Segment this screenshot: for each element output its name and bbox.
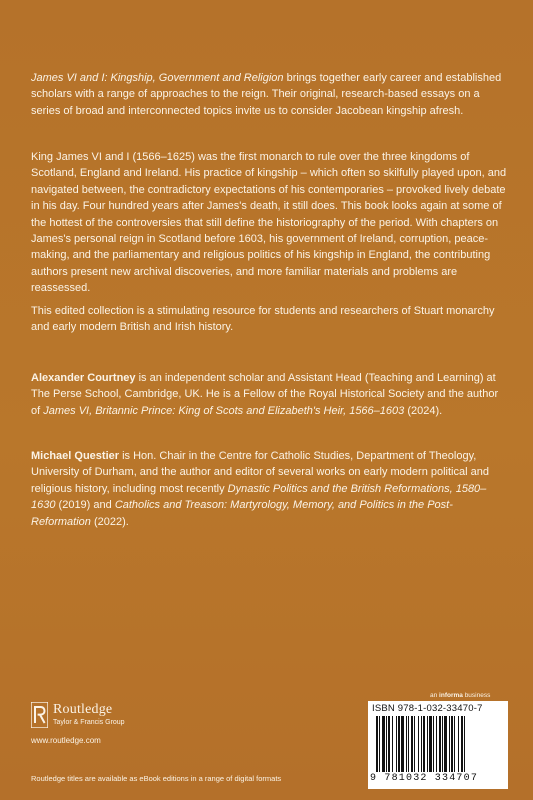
barcode-bar xyxy=(464,716,465,772)
barcode-bar xyxy=(401,716,404,772)
barcode-bar xyxy=(376,716,378,772)
bio-text: is an independent scholar and Assistant Head (Teaching and Learning) at The Perse School, Cambridge, UK. He is a Fellow of the Royal Historical Society and the author of xyxy=(31,372,499,417)
barcode-bar xyxy=(392,716,393,772)
barcode-bar xyxy=(433,716,434,772)
bio-text: (2019) and xyxy=(55,499,115,512)
informa-tagline xyxy=(430,692,490,700)
barcode-bar xyxy=(408,716,409,772)
barcode-bar xyxy=(449,716,450,772)
barcode-bar xyxy=(398,716,400,772)
bio-text: (2024). xyxy=(404,404,443,417)
intro-paragraph xyxy=(31,70,509,119)
barcode-bar xyxy=(444,716,447,772)
barcode-bar xyxy=(423,716,425,772)
barcode-bar xyxy=(414,716,415,772)
description-paragraph: King James VI and I (1566–1625) was the first monarch to rule over the three kingdoms of Scotland, England and Ireland. His practice of kingship – which often so skilfully played upon, and navigated between, the contradictory expectations of his contemporaries – provoked lively debate in his day. Four hundred years after James's death, it still does. This book looks again at some of the hottest of the controversies that still define the historiography of the period. With chapters on James's personal reign in Scotland before 1603, his government of Ireland, corruption, peace-making, and the parliamentary and religious politics of his kingship in England, the contributing authors present new archival discoveries, and more familiar materials and problems are reassessed. xyxy=(31,151,507,295)
barcode-bar xyxy=(379,716,380,772)
barcode-bar xyxy=(382,716,385,772)
routledge-logo xyxy=(31,702,151,730)
informa-brand: informa xyxy=(439,692,463,699)
barcode-bar xyxy=(386,716,387,772)
bio-text: is Hon. Chair in the Centre for Catholic Studies, Department of Theology, University of Durham, and the author and editor of several works on early modern political and religious history, including most recently xyxy=(31,450,489,495)
barcode-bar xyxy=(427,716,428,772)
audience-paragraph: This edited collection is a stimulating resource for students and researchers of Stuart monarchy and early modern British and Irish history. xyxy=(31,305,495,334)
book-title: James VI and I: Kingship, Government and Religion xyxy=(31,72,284,84)
barcode-digits: 9 781032 334707 xyxy=(370,773,479,784)
publisher-url[interactable]: www.routledge.com xyxy=(31,736,101,745)
barcode-bar xyxy=(439,716,441,772)
publisher-name: Routledge xyxy=(53,702,113,717)
bio-book-title: Catholics and Treason: Martyrology, Memory, and Politics in the Post-Reformation xyxy=(31,499,453,528)
barcode-bar xyxy=(461,716,463,772)
isbn-barcode xyxy=(368,701,508,789)
barcode-bar xyxy=(396,716,397,772)
bio-book-title: Dynastic Politics and the British Reformations, 1580–1630 xyxy=(31,482,487,512)
routledge-r-icon xyxy=(31,702,48,728)
barcode-bar xyxy=(442,716,443,772)
barcode-bar xyxy=(388,716,390,772)
barcode-bar xyxy=(429,716,432,772)
barcode-bar xyxy=(454,716,455,772)
informa-prefix: an xyxy=(430,692,440,699)
bio-book-title: James VI, Britannic Prince: King of Scots and Elizabeth's Heir, 1566–1603 xyxy=(43,404,405,417)
barcode-bar xyxy=(411,716,413,772)
barcode-bar xyxy=(421,716,422,772)
barcode-bar xyxy=(406,716,407,772)
barcode-bar xyxy=(458,716,459,772)
intro-text: brings together early career and established scholars with a range of approaches to the reign. Their original, research-based essays on a series of broad and interconnected topics invite us to consider Jacobean kingship afresh. xyxy=(31,72,502,117)
author-bio-questier xyxy=(31,448,509,530)
ebook-note: Routledge titles are available as eBook editions in a range of digital formats xyxy=(31,774,282,783)
author-name: Michael Questier xyxy=(31,450,120,462)
informa-suffix: business xyxy=(462,692,491,699)
author-name: Alexander Courtney xyxy=(31,372,136,384)
barcode-bar xyxy=(451,716,453,772)
bio-text: (2022). xyxy=(90,515,129,528)
author-bio-courtney xyxy=(31,370,509,419)
barcode-bar xyxy=(436,716,437,772)
barcode-bar xyxy=(418,716,419,772)
barcode-bars xyxy=(374,716,502,776)
isbn-label: ISBN 978-1-032-33470-7 xyxy=(372,703,483,714)
publisher-group: Taylor & Francis Group xyxy=(53,719,125,726)
